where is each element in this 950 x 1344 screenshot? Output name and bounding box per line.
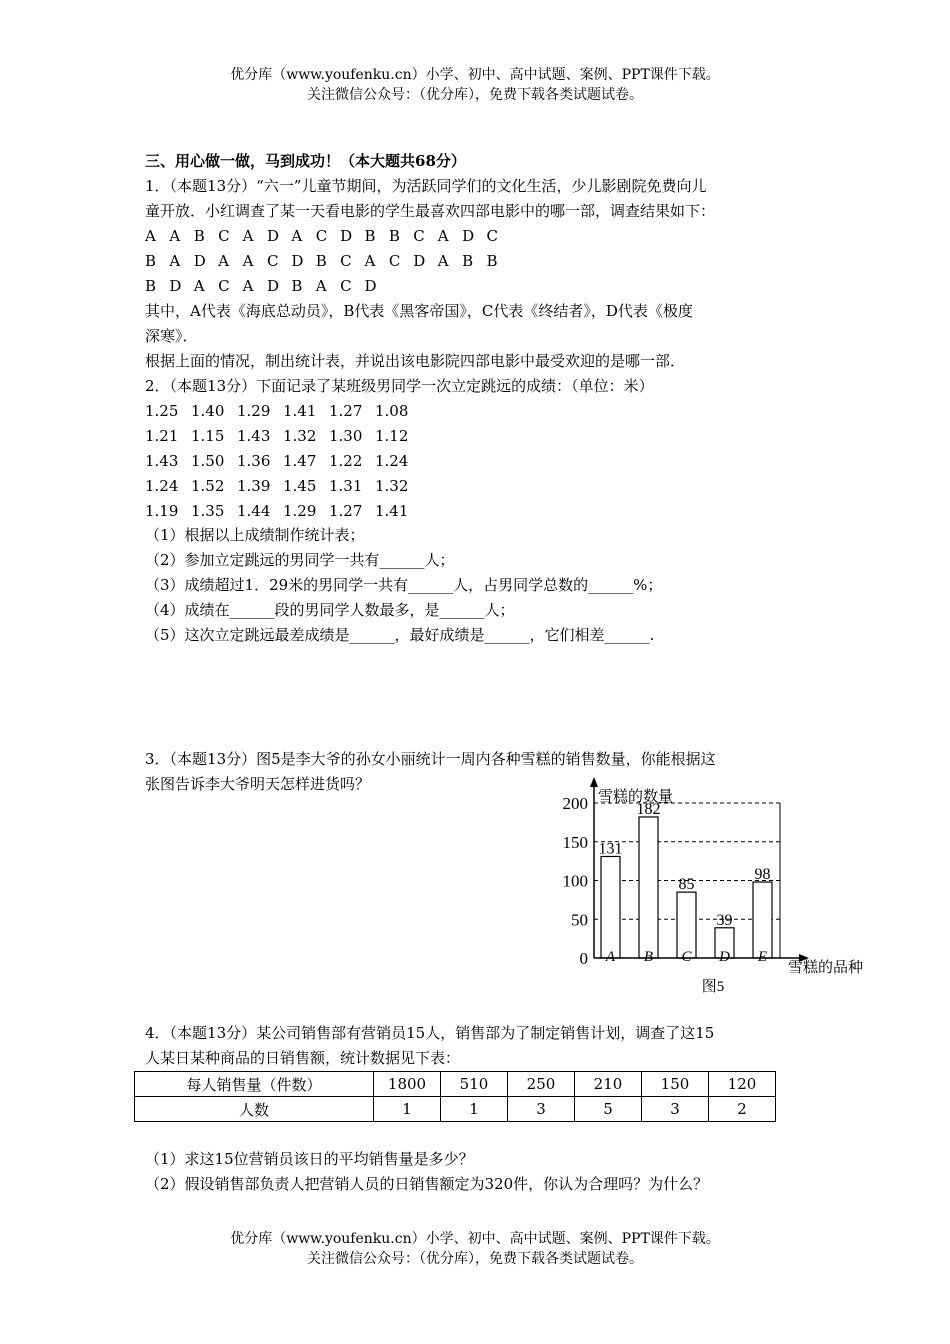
survey-answer: A	[364, 252, 376, 270]
q1-line-5: 根据上面的情况，制出统计表，并说出该电影院四部电影中最受欢迎的是哪一部．	[145, 352, 686, 370]
x-tick-label: C	[681, 949, 692, 965]
survey-answer: A	[315, 277, 327, 295]
bar-value-label: 131	[598, 840, 623, 858]
survey-answer: A	[291, 227, 303, 245]
score-value: 1.47	[283, 452, 317, 470]
survey-answer: B	[388, 227, 400, 245]
score-value: 1.50	[191, 452, 225, 470]
table-cell: 120	[709, 1072, 776, 1097]
survey-answer: D	[413, 252, 426, 270]
x-axis-title: 雪糕的品种	[788, 960, 864, 976]
y-tick-label: 50	[571, 910, 588, 930]
score-value: 1.39	[237, 477, 271, 495]
survey-answer: C	[266, 252, 279, 270]
score-value: 1.08	[375, 402, 409, 420]
bar-B	[639, 817, 658, 958]
survey-answer: C	[413, 227, 425, 245]
q1-line-2: 童开放．小红调查了某一天看电影的学生最喜欢四部电影中的哪一部，调查结果如下：	[145, 202, 716, 220]
q2-intro: 2．（本题13分）下面记录了某班级男同学一次立定跳远的成绩：（单位：米）	[145, 377, 654, 395]
survey-answer: B	[315, 252, 327, 270]
survey-answer: C	[340, 277, 352, 295]
score-value: 1.15	[191, 427, 225, 445]
survey-answer: B	[145, 252, 157, 270]
survey-answer: C	[340, 252, 352, 270]
survey-answer: D	[193, 252, 206, 270]
survey-answer: D	[291, 252, 304, 270]
footer-line-2: 关注微信公众号：（优分库），免费下载各类试题试卷。	[307, 1251, 643, 1267]
survey-answer: D	[340, 227, 353, 245]
x-tick-label: A	[605, 949, 616, 965]
score-value: 1.12	[375, 427, 409, 445]
survey-answer: A	[169, 227, 181, 245]
score-value: 1.24	[375, 452, 409, 470]
survey-answer: B	[486, 252, 498, 270]
q1-line-4: 深寒》．	[145, 327, 198, 345]
q2-score-row-3	[145, 450, 421, 472]
survey-answer: B	[364, 227, 376, 245]
table-cell: 5	[575, 1097, 642, 1122]
survey-answer: C	[315, 227, 328, 245]
survey-answer: A	[242, 227, 254, 245]
survey-answer: A	[437, 227, 449, 245]
q2-sub-2: （2）参加立定跳远的男同学一共有______人；	[145, 551, 455, 569]
score-value: 1.41	[375, 502, 409, 520]
header-line-1: 优分库（www.youfenku.cn）小学、初中、高中试题、案例、PPT课件下载。	[230, 67, 720, 83]
score-value: 1.40	[191, 402, 225, 420]
footer-line-1: 优分库（www.youfenku.cn）小学、初中、高中试题、案例、PPT课件下载。	[230, 1231, 720, 1247]
score-value: 1.30	[329, 427, 363, 445]
table-row	[135, 1097, 776, 1122]
q1-line-1: 1．（本题13分）“六一”儿童节期间，为活跃同学们的文化生活，少儿影剧院免费向儿	[145, 177, 707, 195]
score-value: 1.21	[145, 427, 179, 445]
survey-answer: B	[145, 277, 157, 295]
q2-score-row-1	[145, 400, 421, 422]
y-tick-label: 200	[562, 794, 588, 813]
survey-answer: C	[486, 227, 498, 245]
q4-sub-2: （2）假设销售部负责人把营销人员的日销售额定为320件，你认为合理吗？为什么？	[145, 1175, 709, 1193]
q2-score-row-5	[145, 500, 421, 522]
header-line-2: 关注微信公众号：（优分库），免费下载各类试题试卷。	[307, 87, 643, 103]
score-value: 1.27	[329, 402, 363, 420]
table-cell: 150	[642, 1072, 709, 1097]
score-value: 1.24	[145, 477, 179, 495]
q4-line-1: 4．（本题13分）某公司销售部有营销员15人，销售部为了制定销售计划，调查了这15	[145, 1024, 715, 1042]
ice-cream-sales-chart	[555, 775, 885, 1005]
score-value: 1.25	[145, 402, 179, 420]
survey-answer: D	[364, 277, 377, 295]
q2-sub-3: （3）成绩超过1．29米的男同学一共有______人，占男同学总数的______%；	[145, 576, 663, 594]
x-tick-label: E	[757, 949, 768, 965]
y-tick-label: 100	[562, 871, 588, 891]
survey-answer: C	[218, 277, 230, 295]
table-cell: 250	[508, 1072, 575, 1097]
score-value: 1.45	[283, 477, 317, 495]
q4-sub-1: （1）求这15位营销员该日的平均销售量是多少？	[145, 1150, 474, 1168]
survey-answer: A	[193, 277, 205, 295]
score-value: 1.27	[329, 502, 363, 520]
section-title: 三、用心做一做，马到成功！（本大题共68分）	[145, 152, 466, 170]
score-value: 1.52	[191, 477, 225, 495]
survey-answer: D	[266, 277, 279, 295]
bar-value-label: 39	[716, 911, 733, 929]
bar-E	[753, 882, 772, 958]
q2-score-row-2	[145, 425, 421, 447]
table-row	[135, 1072, 776, 1097]
table-cell: 2	[709, 1097, 776, 1122]
y-axis-arrow-icon	[590, 777, 598, 787]
sales-table	[134, 1071, 776, 1122]
table-cell: 1	[374, 1097, 441, 1122]
survey-answer: A	[169, 252, 181, 270]
score-value: 1.22	[329, 452, 363, 470]
score-value: 1.19	[145, 502, 179, 520]
score-value: 1.29	[237, 402, 271, 420]
y-tick-label: 150	[562, 832, 588, 852]
y-tick-label: 0	[579, 949, 588, 968]
table-header-cell: 人数	[135, 1097, 374, 1122]
table-cell: 1800	[374, 1072, 441, 1097]
score-value: 1.29	[283, 502, 317, 520]
q1-survey-row-2	[145, 250, 511, 272]
survey-answer: D	[266, 227, 279, 245]
survey-answer: B	[193, 227, 205, 245]
bar-value-label: 98	[754, 866, 771, 884]
score-value: 1.35	[191, 502, 225, 520]
table-header-cell: 每人销售量（件数）	[135, 1072, 374, 1097]
survey-answer: A	[218, 252, 230, 270]
survey-answer: A	[242, 252, 254, 270]
table-cell: 3	[508, 1097, 575, 1122]
q4-line-2: 人某日某种商品的日销售额，统计数据见下表：	[145, 1049, 461, 1067]
bar-value-label: 85	[678, 876, 695, 894]
score-value: 1.31	[329, 477, 363, 495]
score-value: 1.32	[283, 427, 317, 445]
table-cell: 210	[575, 1072, 642, 1097]
survey-answer: B	[291, 277, 303, 295]
q2-score-row-4	[145, 475, 421, 497]
bar-A	[601, 856, 620, 958]
table-cell: 510	[441, 1072, 508, 1097]
q3-line-1: 3．（本题13分）图5是李大爷的孙女小丽统计一周内各种雪糕的销售数量，你能根据这	[145, 750, 716, 768]
survey-answer: B	[462, 252, 474, 270]
q2-sub-5: （5）这次立定跳远最差成绩是______，最好成绩是______，它们相差______.	[145, 626, 655, 644]
score-value: 1.43	[237, 427, 271, 445]
survey-answer: C	[388, 252, 401, 270]
score-value: 1.32	[375, 477, 409, 495]
q2-sub-4: （4）成绩在______段的男同学人数最多，是______人；	[145, 601, 515, 619]
survey-answer: D	[169, 277, 182, 295]
score-value: 1.44	[237, 502, 271, 520]
survey-answer: C	[218, 227, 230, 245]
table-cell: 1	[441, 1097, 508, 1122]
bar-value-label: 182	[636, 800, 661, 818]
q2-sub-1: （1）根据以上成绩制作统计表；	[145, 526, 365, 544]
survey-answer: D	[462, 227, 475, 245]
survey-answer: A	[145, 227, 156, 245]
chart-caption: 图5	[701, 979, 725, 995]
q1-survey-row-3	[145, 275, 389, 297]
x-tick-label: B	[643, 949, 654, 965]
q1-line-3: 其中，A代表《海底总动员》，B代表《黑客帝国》，C代表《终结者》，D代表《极度	[145, 302, 693, 320]
score-value: 1.36	[237, 452, 271, 470]
survey-answer: A	[242, 277, 254, 295]
q1-survey-row-1	[145, 225, 511, 247]
q3-line-2: 张图告诉李大爷明天怎样进货吗？	[145, 775, 371, 793]
table-cell: 3	[642, 1097, 709, 1122]
score-value: 1.41	[283, 402, 317, 420]
page-footer	[0, 1229, 950, 1269]
survey-answer: A	[437, 252, 449, 270]
x-tick-label: D	[719, 949, 730, 965]
score-value: 1.43	[145, 452, 179, 470]
y-axis-title: 雪糕的数量	[598, 789, 674, 805]
page-header	[0, 65, 950, 105]
